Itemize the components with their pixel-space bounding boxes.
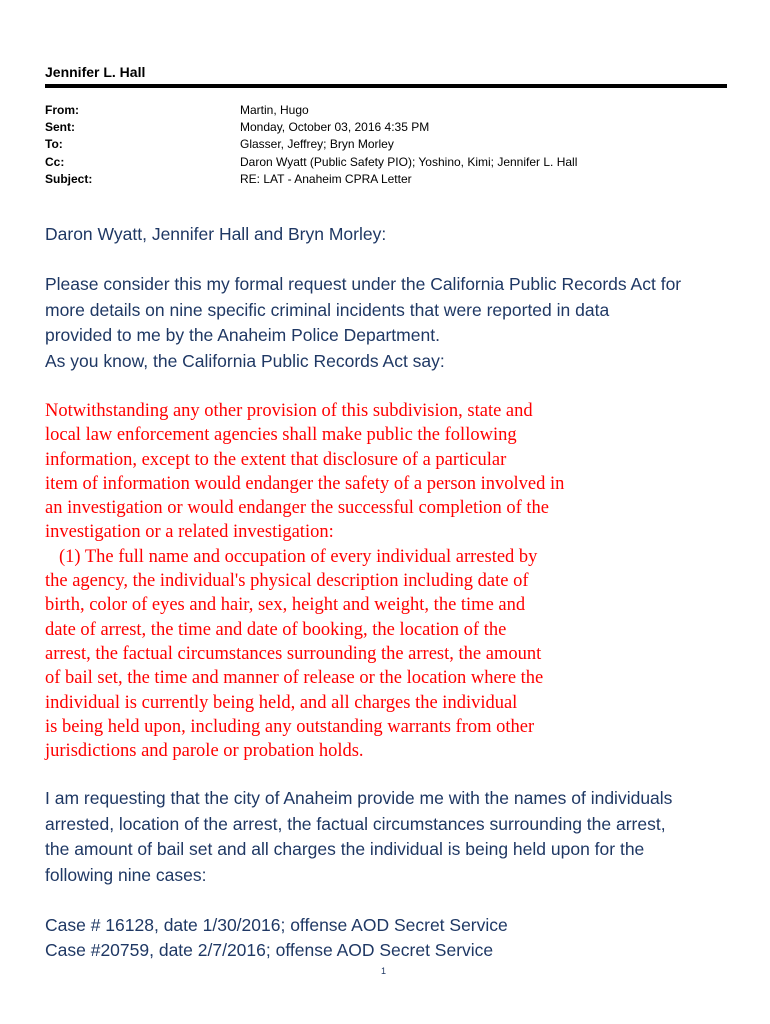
quote-line: the agency, the individual's physical description including date of [45,571,529,592]
quote-line: Notwithstanding any other provision of this subdivision, state and [45,401,533,421]
subject-row [45,172,727,189]
intro-line: provided to me by the Anaheim Police Department. [45,325,440,345]
from-label: From: [45,103,79,117]
quote-line: jurisdictions and parole or probation holds. [45,741,364,762]
to-value: Glasser, Jeffrey; Bryn Morley [240,137,394,152]
header-divider [45,84,727,88]
subject-label: Subject: [45,171,93,186]
intro-line: more details on nine specific criminal incidents that were reported in data [45,299,610,320]
from-value: Martin, Hugo [240,103,309,117]
quote-line: birth, color of eyes and hair, sex, height and weight, the time and [45,595,526,616]
cc-label: Cc: [45,154,65,169]
cc-value: Daron Wyatt (Public Safety PIO); Yoshino, Kimi; Jennifer L. Hall [240,154,578,169]
request-line: following nine cases: [45,864,207,885]
quote-line: local law enforcement agencies shall make public the following [45,425,517,446]
request-line: the amount of bail set and all charges the individual is being held upon for the [45,839,645,859]
intro-line: As you know, the California Public Records Act say: [45,350,445,371]
quote-line: individual is currently being held, and all charges the individual [45,692,518,713]
intro-line: Please consider this my formal request under the California Public Records Act for [45,274,682,294]
quote-line: arrest, the factual circumstances surrounding the arrest, the amount [45,643,542,664]
request-paragraph [45,786,735,888]
statute-quote [45,399,665,763]
case-item: Case # 16128, date 1/30/2016; offense AOD Secret Service [45,915,508,935]
quote-line: item of information would endanger the safety of a person involved in [45,473,565,494]
email-header [45,103,727,189]
salutation [45,222,735,248]
intro-paragraph [45,272,735,374]
sent-value: Monday, October 03, 2016 4:35 PM [240,120,430,135]
document-owner-name: Jennifer L. Hall [45,64,146,80]
page-number: 1 [381,966,387,976]
cc-row [45,155,727,172]
case-list [45,913,735,963]
quote-line: information, except to the extent that disclosure of a particular [45,449,507,470]
quote-line: investigation or a related investigation: [45,522,334,543]
quote-line: is being held upon, including any outstanding warrants from other [45,716,535,737]
from-row [45,103,727,120]
salutation-line: Daron Wyatt, Jennifer Hall and Bryn Morley: [45,224,387,244]
to-row [45,137,727,154]
quote-line: of bail set, the time and manner of release or the location where the [45,668,544,689]
request-line: arrested, location of the arrest, the factual circumstances surrounding the arrest, [45,813,666,834]
case-item: Case #20759, date 2/7/2016; offense AOD Secret Service [45,940,494,960]
sent-label: Sent: [45,120,75,135]
to-label: To: [45,137,63,152]
quote-line: (1) The full name and occupation of every individual arrested by [59,546,538,567]
request-line: I am requesting that the city of Anaheim provide me with the names of individuals [45,788,673,808]
quote-line: date of arrest, the time and date of booking, the location of the [45,619,507,640]
quote-line: an investigation or would endanger the successful completion of the [45,498,549,519]
sent-row [45,120,727,137]
subject-value: RE: LAT - Anaheim CPRA Letter [240,171,412,186]
